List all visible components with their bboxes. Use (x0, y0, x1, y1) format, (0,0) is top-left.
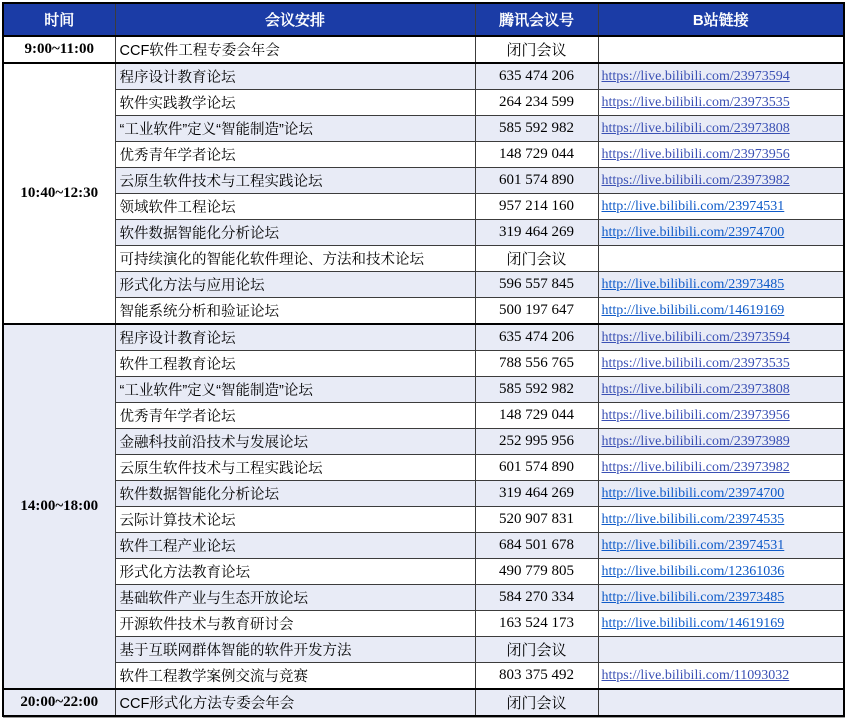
link-cell (598, 585, 844, 611)
meeting-id-cell: 252 995 956 (475, 429, 598, 455)
link-cell (598, 63, 844, 90)
bilibili-link[interactable]: http://live.bilibili.com/14619169 (601, 616, 785, 631)
link-cell (598, 116, 844, 142)
topic-cell: “工业软件”定义“智能制造”论坛 (115, 377, 475, 403)
topic-cell: 云原生软件技术与工程实践论坛 (115, 455, 475, 481)
topic-cell: 可持续演化的智能化软件理论、方法和技术论坛 (115, 246, 475, 272)
meeting-id-cell: 596 557 845 (475, 272, 598, 298)
link-cell (598, 220, 844, 246)
meeting-id-cell: 闭门会议 (475, 637, 598, 663)
topic-cell: 云际计算技术论坛 (115, 507, 475, 533)
meeting-id-cell: 闭门会议 (475, 246, 598, 272)
table-row (3, 611, 844, 637)
meeting-id-cell: 788 556 765 (475, 351, 598, 377)
topic-cell: 程序设计教育论坛 (115, 63, 475, 90)
schedule-header (3, 3, 844, 36)
topic-cell: 基于互联网群体智能的软件开发方法 (115, 637, 475, 663)
table-row (3, 298, 844, 325)
table-row (3, 90, 844, 116)
link-cell (598, 351, 844, 377)
table-row (3, 559, 844, 585)
table-row (3, 585, 844, 611)
link-cell (598, 194, 844, 220)
link-cell (598, 298, 844, 325)
meeting-id-cell: 803 375 492 (475, 663, 598, 690)
topic-cell: 软件工程教学案例交流与竞赛 (115, 663, 475, 690)
table-row (3, 455, 844, 481)
bilibili-link[interactable]: https://live.bilibili.com/23973982 (601, 173, 790, 188)
link-cell (598, 611, 844, 637)
topic-cell: 软件工程产业论坛 (115, 533, 475, 559)
time-cell: 14:00~18:00 (3, 324, 115, 689)
meeting-id-cell: 584 270 334 (475, 585, 598, 611)
table-row (3, 481, 844, 507)
topic-cell: 金融科技前沿技术与发展论坛 (115, 429, 475, 455)
schedule-body (3, 36, 844, 716)
table-row (3, 168, 844, 194)
bilibili-link[interactable]: http://live.bilibili.com/23973485 (601, 277, 785, 292)
table-row (3, 351, 844, 377)
bilibili-link[interactable]: https://live.bilibili.com/23973535 (601, 356, 790, 371)
time-cell: 20:00~22:00 (3, 689, 115, 716)
meeting-id-cell: 635 474 206 (475, 63, 598, 90)
bilibili-link[interactable]: https://live.bilibili.com/23973989 (601, 434, 790, 449)
table-row (3, 194, 844, 220)
bilibili-link[interactable]: https://live.bilibili.com/23973808 (601, 382, 790, 397)
link-cell (598, 429, 844, 455)
table-row (3, 507, 844, 533)
bilibili-link[interactable]: https://live.bilibili.com/23973982 (601, 460, 790, 475)
table-row (3, 116, 844, 142)
meeting-id-cell: 163 524 173 (475, 611, 598, 637)
meeting-id-cell: 601 574 890 (475, 168, 598, 194)
link-cell (598, 637, 844, 663)
topic-cell: 优秀青年学者论坛 (115, 403, 475, 429)
bilibili-link[interactable]: http://live.bilibili.com/12361036 (601, 564, 785, 579)
meeting-id-cell: 601 574 890 (475, 455, 598, 481)
header-cell-meeting-id: 腾讯会议号 (475, 3, 598, 36)
topic-cell: “工业软件”定义“智能制造”论坛 (115, 116, 475, 142)
table-row (3, 324, 844, 351)
meeting-id-cell: 635 474 206 (475, 324, 598, 351)
table-row (3, 63, 844, 90)
link-cell (598, 272, 844, 298)
link-cell (598, 142, 844, 168)
bilibili-link[interactable]: https://live.bilibili.com/11093032 (601, 668, 790, 683)
meeting-id-cell: 148 729 044 (475, 142, 598, 168)
table-row (3, 637, 844, 663)
meeting-id-cell: 490 779 805 (475, 559, 598, 585)
table-row (3, 429, 844, 455)
topic-cell: CCF软件工程专委会年会 (115, 36, 475, 63)
topic-cell: 开源软件技术与教育研讨会 (115, 611, 475, 637)
topic-cell: 软件数据智能化分析论坛 (115, 481, 475, 507)
topic-cell: 云原生软件技术与工程实践论坛 (115, 168, 475, 194)
link-cell (598, 533, 844, 559)
topic-cell: 软件数据智能化分析论坛 (115, 220, 475, 246)
meeting-id-cell: 319 464 269 (475, 220, 598, 246)
meeting-id-cell: 585 592 982 (475, 377, 598, 403)
bilibili-link[interactable]: https://live.bilibili.com/23973956 (601, 147, 790, 162)
bilibili-link[interactable]: http://live.bilibili.com/23973485 (601, 590, 785, 605)
bilibili-link[interactable]: http://live.bilibili.com/23974531 (601, 199, 785, 214)
link-cell (598, 36, 844, 63)
bilibili-link[interactable]: https://live.bilibili.com/23973594 (601, 330, 790, 345)
table-row (3, 663, 844, 690)
topic-cell: 形式化方法教育论坛 (115, 559, 475, 585)
meeting-id-cell: 264 234 599 (475, 90, 598, 116)
topic-cell: 软件工程教育论坛 (115, 351, 475, 377)
bilibili-link[interactable]: http://live.bilibili.com/23974531 (601, 538, 785, 553)
meeting-id-cell: 319 464 269 (475, 481, 598, 507)
link-cell (598, 246, 844, 272)
header-cell-time: 时间 (3, 3, 115, 36)
table-row (3, 142, 844, 168)
table-row (3, 36, 844, 63)
topic-cell: 领域软件工程论坛 (115, 194, 475, 220)
link-cell (598, 377, 844, 403)
table-row (3, 246, 844, 272)
topic-cell: 软件实践教学论坛 (115, 90, 475, 116)
bilibili-link[interactable]: http://live.bilibili.com/14619169 (601, 303, 785, 318)
time-cell: 10:40~12:30 (3, 63, 115, 324)
link-cell (598, 168, 844, 194)
header-cell-agenda: 会议安排 (115, 3, 475, 36)
header-cell-bilibili: B站链接 (598, 3, 844, 36)
link-cell (598, 663, 844, 690)
header-row (3, 3, 844, 36)
meeting-id-cell: 585 592 982 (475, 116, 598, 142)
bilibili-link[interactable]: http://live.bilibili.com/23974700 (601, 225, 785, 240)
bilibili-link[interactable]: http://live.bilibili.com/23974700 (601, 486, 785, 501)
link-cell (598, 559, 844, 585)
topic-cell: 程序设计教育论坛 (115, 324, 475, 351)
link-cell (598, 481, 844, 507)
table-row (3, 689, 844, 716)
link-cell (598, 689, 844, 716)
link-cell (598, 324, 844, 351)
topic-cell: CCF形式化方法专委会年会 (115, 689, 475, 716)
bilibili-link[interactable]: https://live.bilibili.com/23973535 (601, 95, 790, 110)
meeting-id-cell: 520 907 831 (475, 507, 598, 533)
topic-cell: 智能系统分析和验证论坛 (115, 298, 475, 325)
table-row (3, 533, 844, 559)
schedule-table (2, 2, 845, 717)
meeting-id-cell: 闭门会议 (475, 36, 598, 63)
bilibili-link[interactable]: https://live.bilibili.com/23973956 (601, 408, 790, 423)
link-cell (598, 455, 844, 481)
meeting-id-cell: 148 729 044 (475, 403, 598, 429)
bilibili-link[interactable]: https://live.bilibili.com/23973808 (601, 121, 790, 136)
link-cell (598, 403, 844, 429)
meeting-id-cell: 957 214 160 (475, 194, 598, 220)
meeting-id-cell: 500 197 647 (475, 298, 598, 325)
topic-cell: 基础软件产业与生态开放论坛 (115, 585, 475, 611)
bilibili-link[interactable]: http://live.bilibili.com/23974535 (601, 512, 785, 527)
table-row (3, 272, 844, 298)
link-cell (598, 90, 844, 116)
time-cell: 9:00~11:00 (3, 36, 115, 63)
link-cell (598, 507, 844, 533)
topic-cell: 形式化方法与应用论坛 (115, 272, 475, 298)
bilibili-link[interactable]: https://live.bilibili.com/23973594 (601, 69, 790, 84)
table-row (3, 377, 844, 403)
table-row (3, 220, 844, 246)
table-row (3, 403, 844, 429)
topic-cell: 优秀青年学者论坛 (115, 142, 475, 168)
meeting-id-cell: 闭门会议 (475, 689, 598, 716)
meeting-id-cell: 684 501 678 (475, 533, 598, 559)
